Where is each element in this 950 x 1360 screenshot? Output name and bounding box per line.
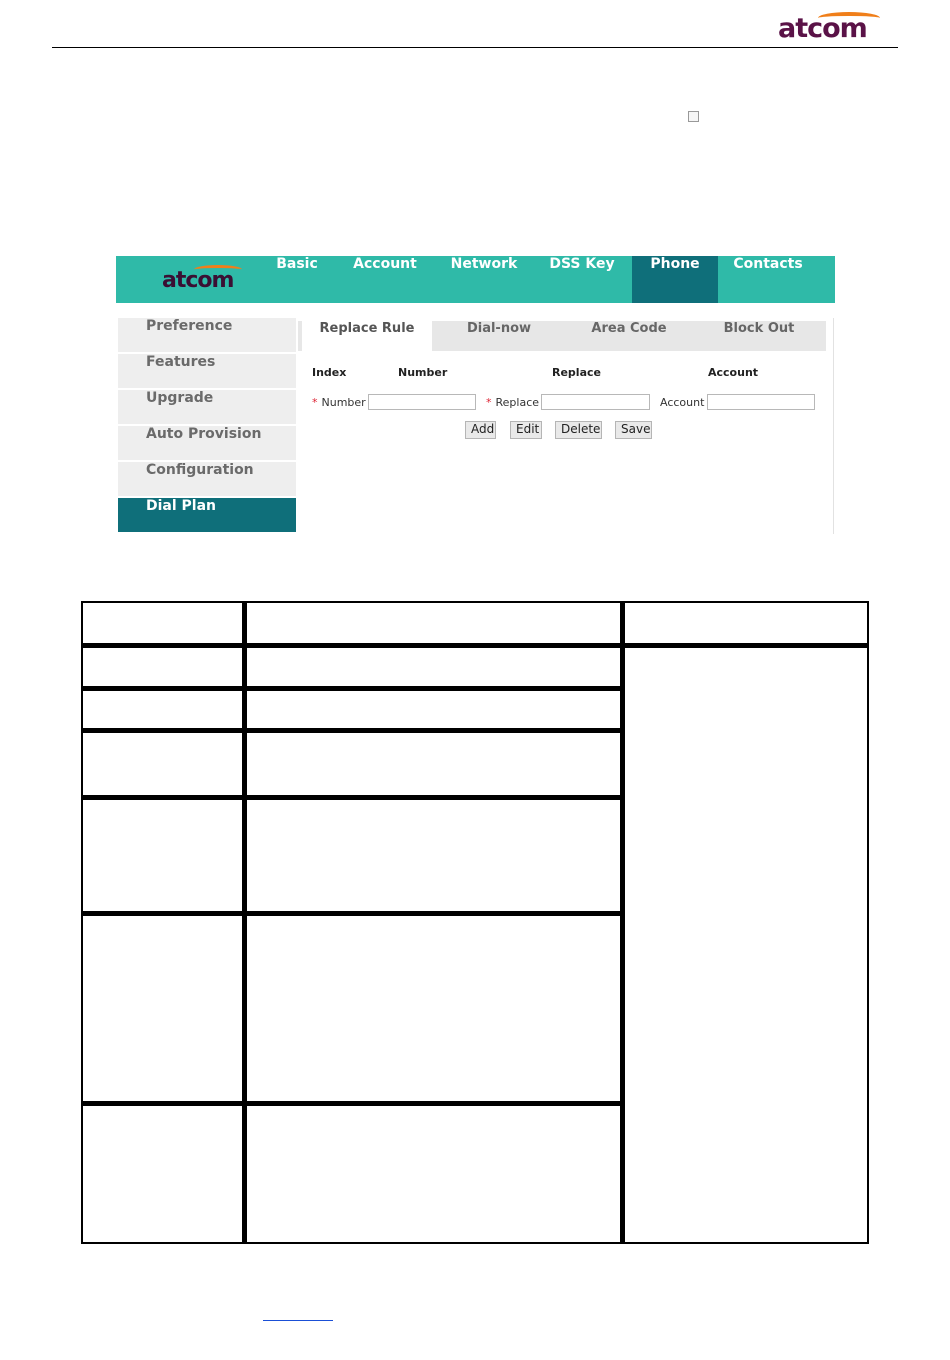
web-ui-screenshot: [116, 256, 836, 536]
sidebar-item-configuration[interactable]: Configuration: [118, 462, 296, 496]
tab-bar: [298, 321, 826, 351]
column-replace: Replace: [552, 366, 601, 379]
sidebar-item-features[interactable]: Features: [118, 354, 296, 388]
account-label: Account: [660, 396, 705, 409]
tab-area-code[interactable]: Area Code: [591, 321, 667, 336]
replace-input[interactable]: [541, 394, 650, 410]
tab-block-out[interactable]: Block Out: [723, 321, 795, 336]
account-input[interactable]: [707, 394, 815, 410]
parameter-table: [81, 601, 869, 1244]
column-index: Index: [312, 366, 347, 379]
nav-account[interactable]: Account: [353, 256, 417, 272]
number-label-text: Number: [321, 396, 366, 409]
atcom-logo: [778, 10, 882, 44]
table-row-divider: [81, 911, 622, 916]
table-row-divider: [81, 795, 622, 800]
select-all-checkbox[interactable]: [688, 111, 699, 122]
nav-contacts[interactable]: Contacts: [733, 256, 803, 272]
delete-button[interactable]: Delete: [555, 421, 602, 439]
required-marker: *: [312, 396, 318, 409]
add-button[interactable]: Add: [465, 421, 496, 439]
dial-plan-panel: [298, 318, 834, 534]
sidebar-item-preference[interactable]: Preference: [118, 318, 296, 352]
table-row-divider: [81, 686, 622, 691]
column-account: Account: [708, 366, 759, 379]
column-number: Number: [398, 366, 448, 379]
nav-phone[interactable]: Phone: [632, 256, 718, 303]
required-marker: *: [486, 396, 492, 409]
sidebar-item-upgrade[interactable]: Upgrade: [118, 390, 296, 424]
save-button[interactable]: Save: [615, 421, 652, 439]
replace-label: [486, 396, 539, 409]
table-row-divider: [81, 1101, 622, 1106]
nav-logo[interactable]: [162, 265, 242, 293]
sidebar-item-dial-plan[interactable]: Dial Plan: [118, 498, 296, 532]
table-row-divider: [81, 728, 622, 733]
nav-logo-text: atcom: [162, 268, 234, 293]
replace-label-text: Replace: [495, 396, 540, 409]
top-navigation: [116, 256, 835, 303]
sidebar: [118, 318, 296, 534]
number-input[interactable]: [368, 394, 476, 410]
logo-text: atcom: [778, 13, 867, 44]
hyperlink-underline[interactable]: [263, 1320, 333, 1321]
nav-basic[interactable]: Basic: [276, 256, 318, 272]
nav-dss-key[interactable]: DSS Key: [549, 256, 615, 272]
tab-replace-rule[interactable]: Replace Rule: [302, 321, 432, 351]
sidebar-item-auto-provision[interactable]: Auto Provision: [118, 426, 296, 460]
tab-dial-now[interactable]: Dial-now: [466, 321, 532, 336]
table-col-divider-1: [242, 601, 247, 1244]
table-col-divider-2: [620, 601, 625, 1244]
number-label: [312, 396, 366, 409]
nav-network[interactable]: Network: [450, 256, 518, 272]
edit-button[interactable]: Edit: [510, 421, 542, 439]
header-divider: [52, 47, 898, 48]
table-header-divider: [81, 643, 869, 648]
